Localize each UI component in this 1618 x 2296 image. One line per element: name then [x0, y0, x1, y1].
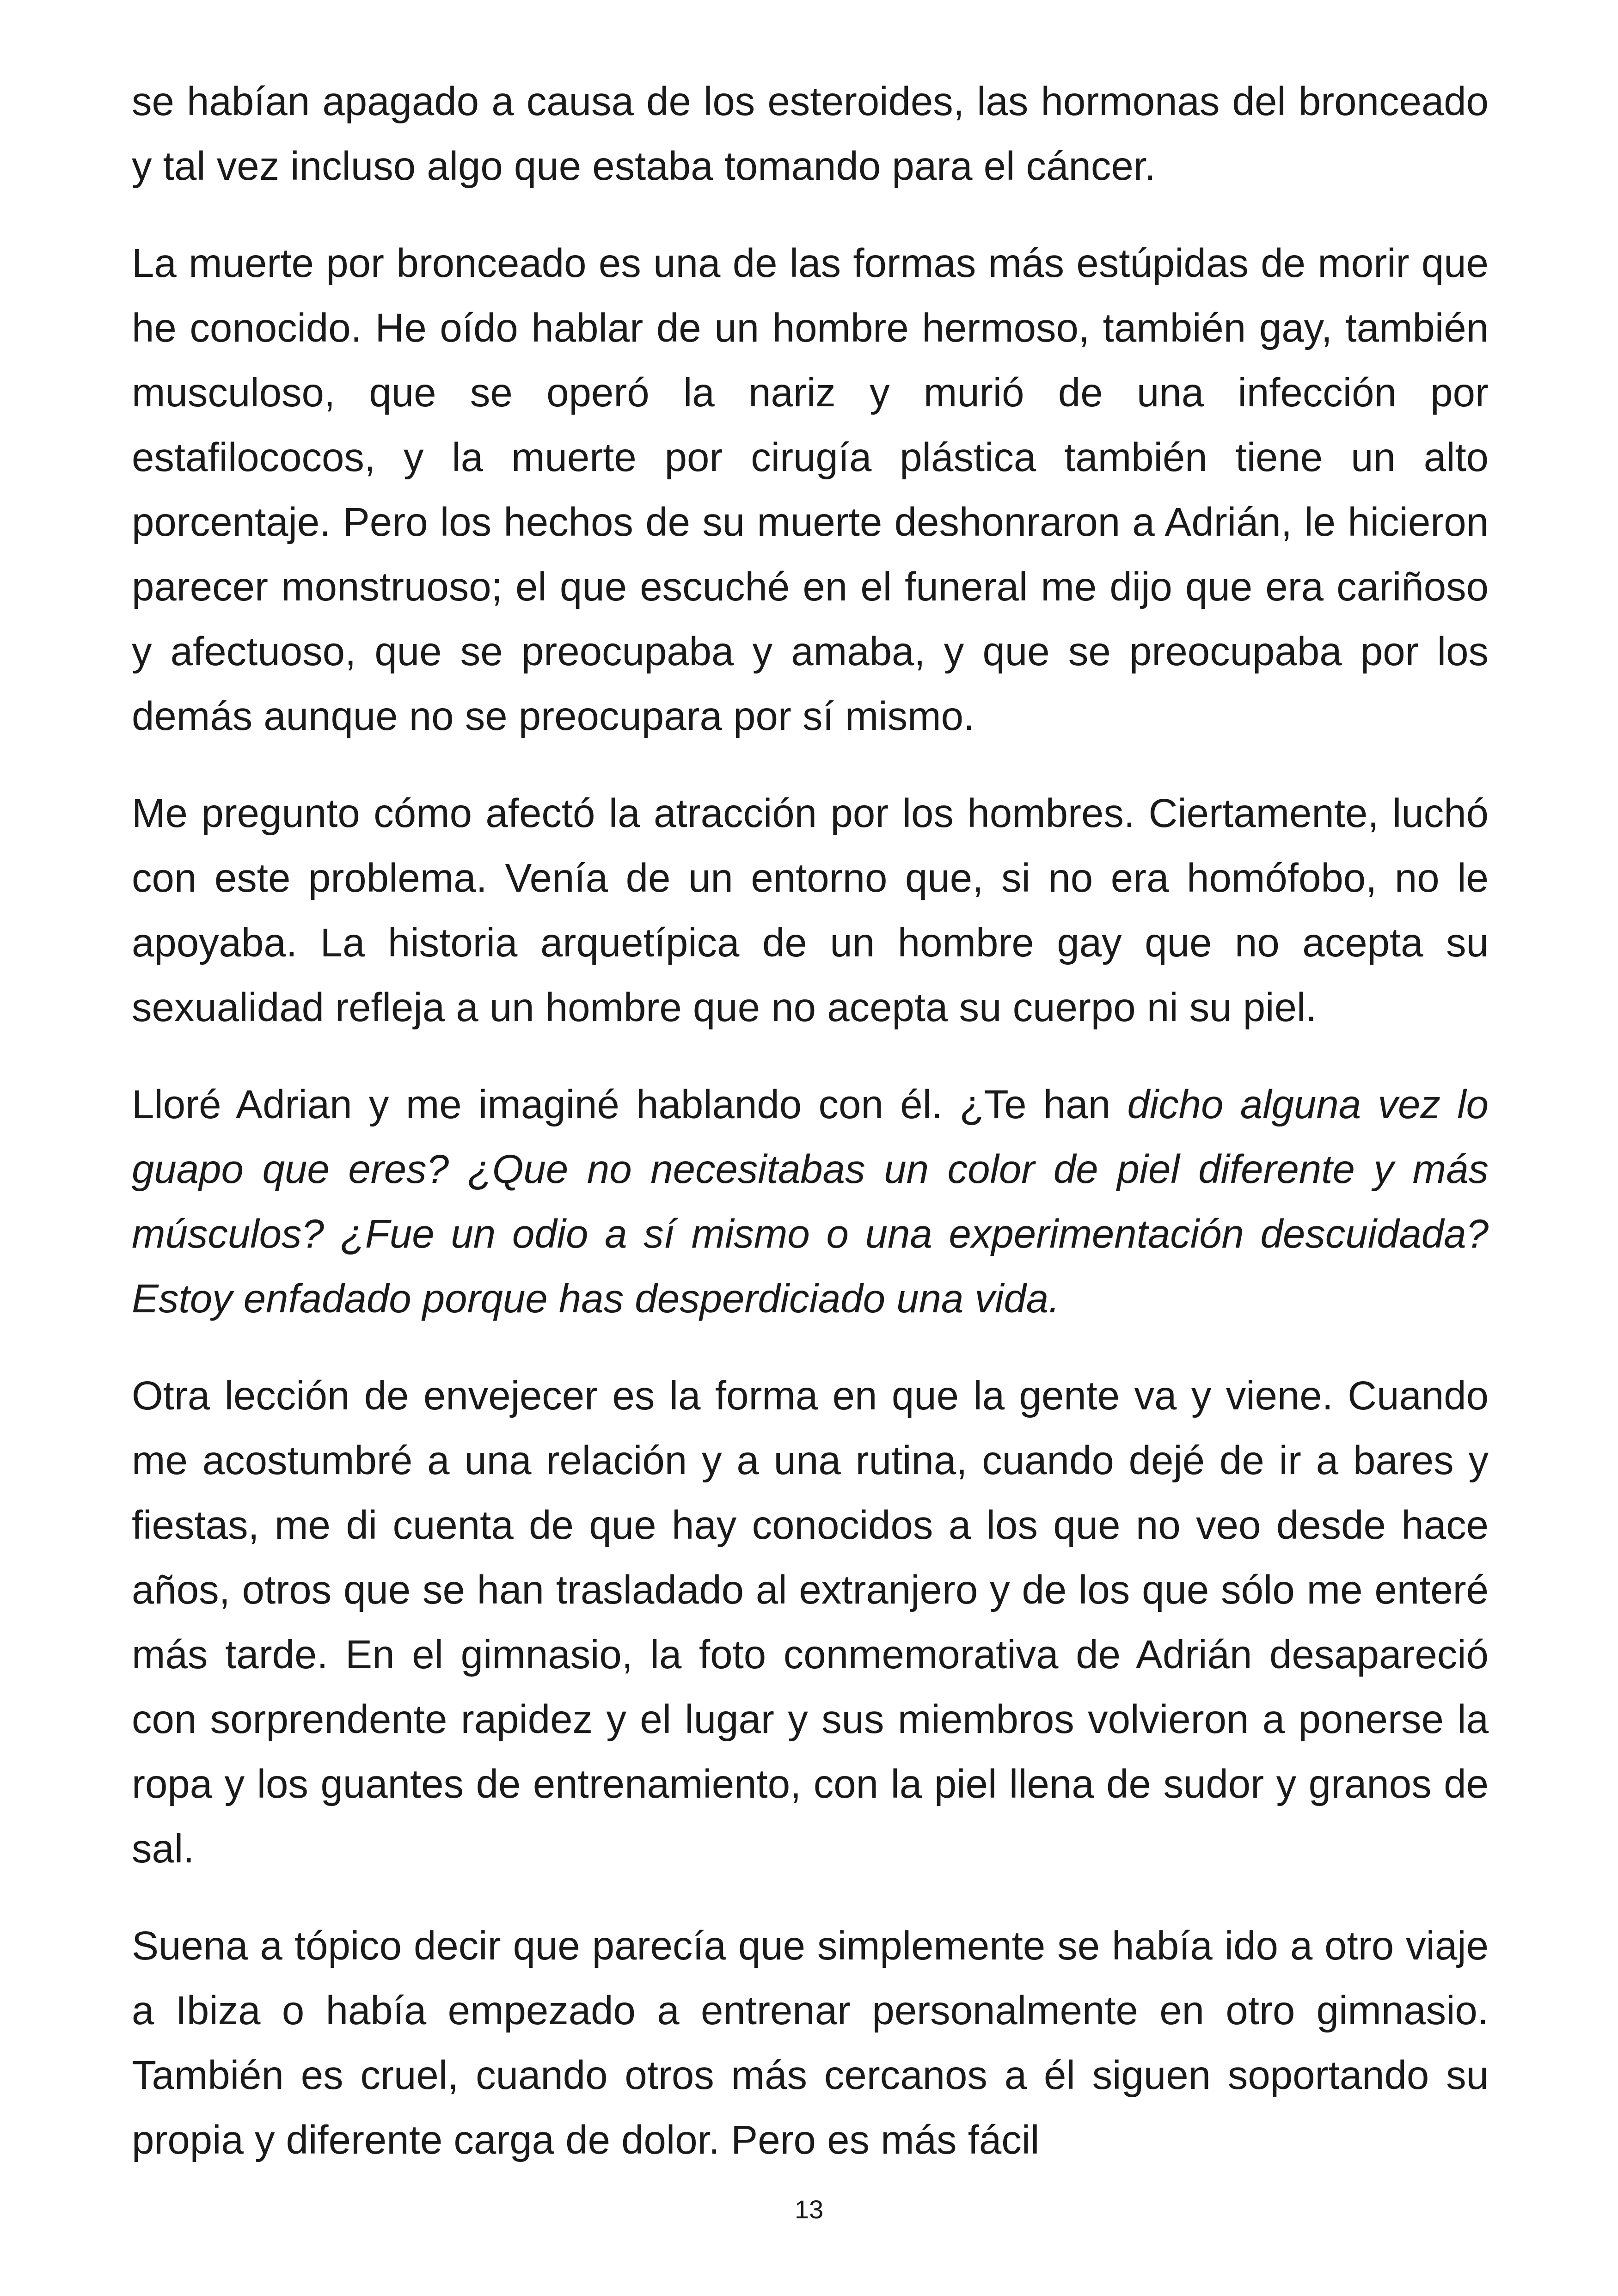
- paragraph: Otra lección de envejecer es la forma en que la gente va y viene. Cuando me acostumbré a una relación y a una rutina, cuando dejé de ir a bares y fiestas, me di cuenta de que hay conocidos a los que no veo desde hace años, otros que se han trasladado al extranjero y de los que sólo me enteré más tarde. En el gimnasio, la foto conmemorativa de Adrián desapareció con sorprendente rapidez y el lugar y sus miembros volvieron a ponerse la ropa y los guantes de entrenamiento, con la piel llena de sudor y granos de sal.: [132, 1373, 1489, 1871]
- paragraph-italic-part: dicho alguna vez lo guapo que eres? ¿Que no necesitabas un color de piel diferente y más músculos? ¿Fue un odio a sí mismo o una experimentación descuidada? Estoy enfadado porque has desperdiciado una vida.: [132, 1082, 1489, 1321]
- paragraph-with-italic: [132, 1072, 1489, 1331]
- page-number: 13: [794, 2195, 824, 2224]
- paragraph-plain-part: Lloré Adrian y me imaginé hablando con él. ¿Te han: [132, 1082, 1128, 1127]
- paragraph: Suena a tópico decir que parecía que simplemente se había ido a otro viaje a Ibiza o había empezado a entrenar personalmente en otro gimnasio. También es cruel, cuando otros más cercanos a él siguen soportando su propia y diferente carga de dolor. Pero es más fácil: [132, 1923, 1489, 2162]
- paragraph: se habían apagado a causa de los esteroides, las hormonas del bronceado y tal vez incluso algo que estaba tomando para el cáncer.: [132, 79, 1489, 189]
- paragraph: Me pregunto cómo afectó la atracción por los hombres. Ciertamente, luchó con este problema. Venía de un entorno que, si no era homófobo, no le apoyaba. La historia arquetípica de un hombre gay que no acepta su sexualidad refleja a un hombre que no acepta su cuerpo ni su piel.: [132, 791, 1489, 1030]
- paragraph: La muerte por bronceado es una de las formas más estúpidas de morir que he conocido. He oído hablar de un hombre hermoso, también gay, también musculoso, que se operó la nariz y murió de una infección por estafilococos, y la muerte por cirugía plástica también tiene un alto porcentaje. Pero los hechos de su muerte deshonraron a Adrián, le hicieron parecer monstruoso; el que escuché en el funeral me dijo que era cariñoso y afectuoso, que se preocupaba y amaba, y que se preocupaba por los demás aunque no se preocupara por sí mismo.: [132, 241, 1489, 739]
- body-text: [132, 69, 1489, 2205]
